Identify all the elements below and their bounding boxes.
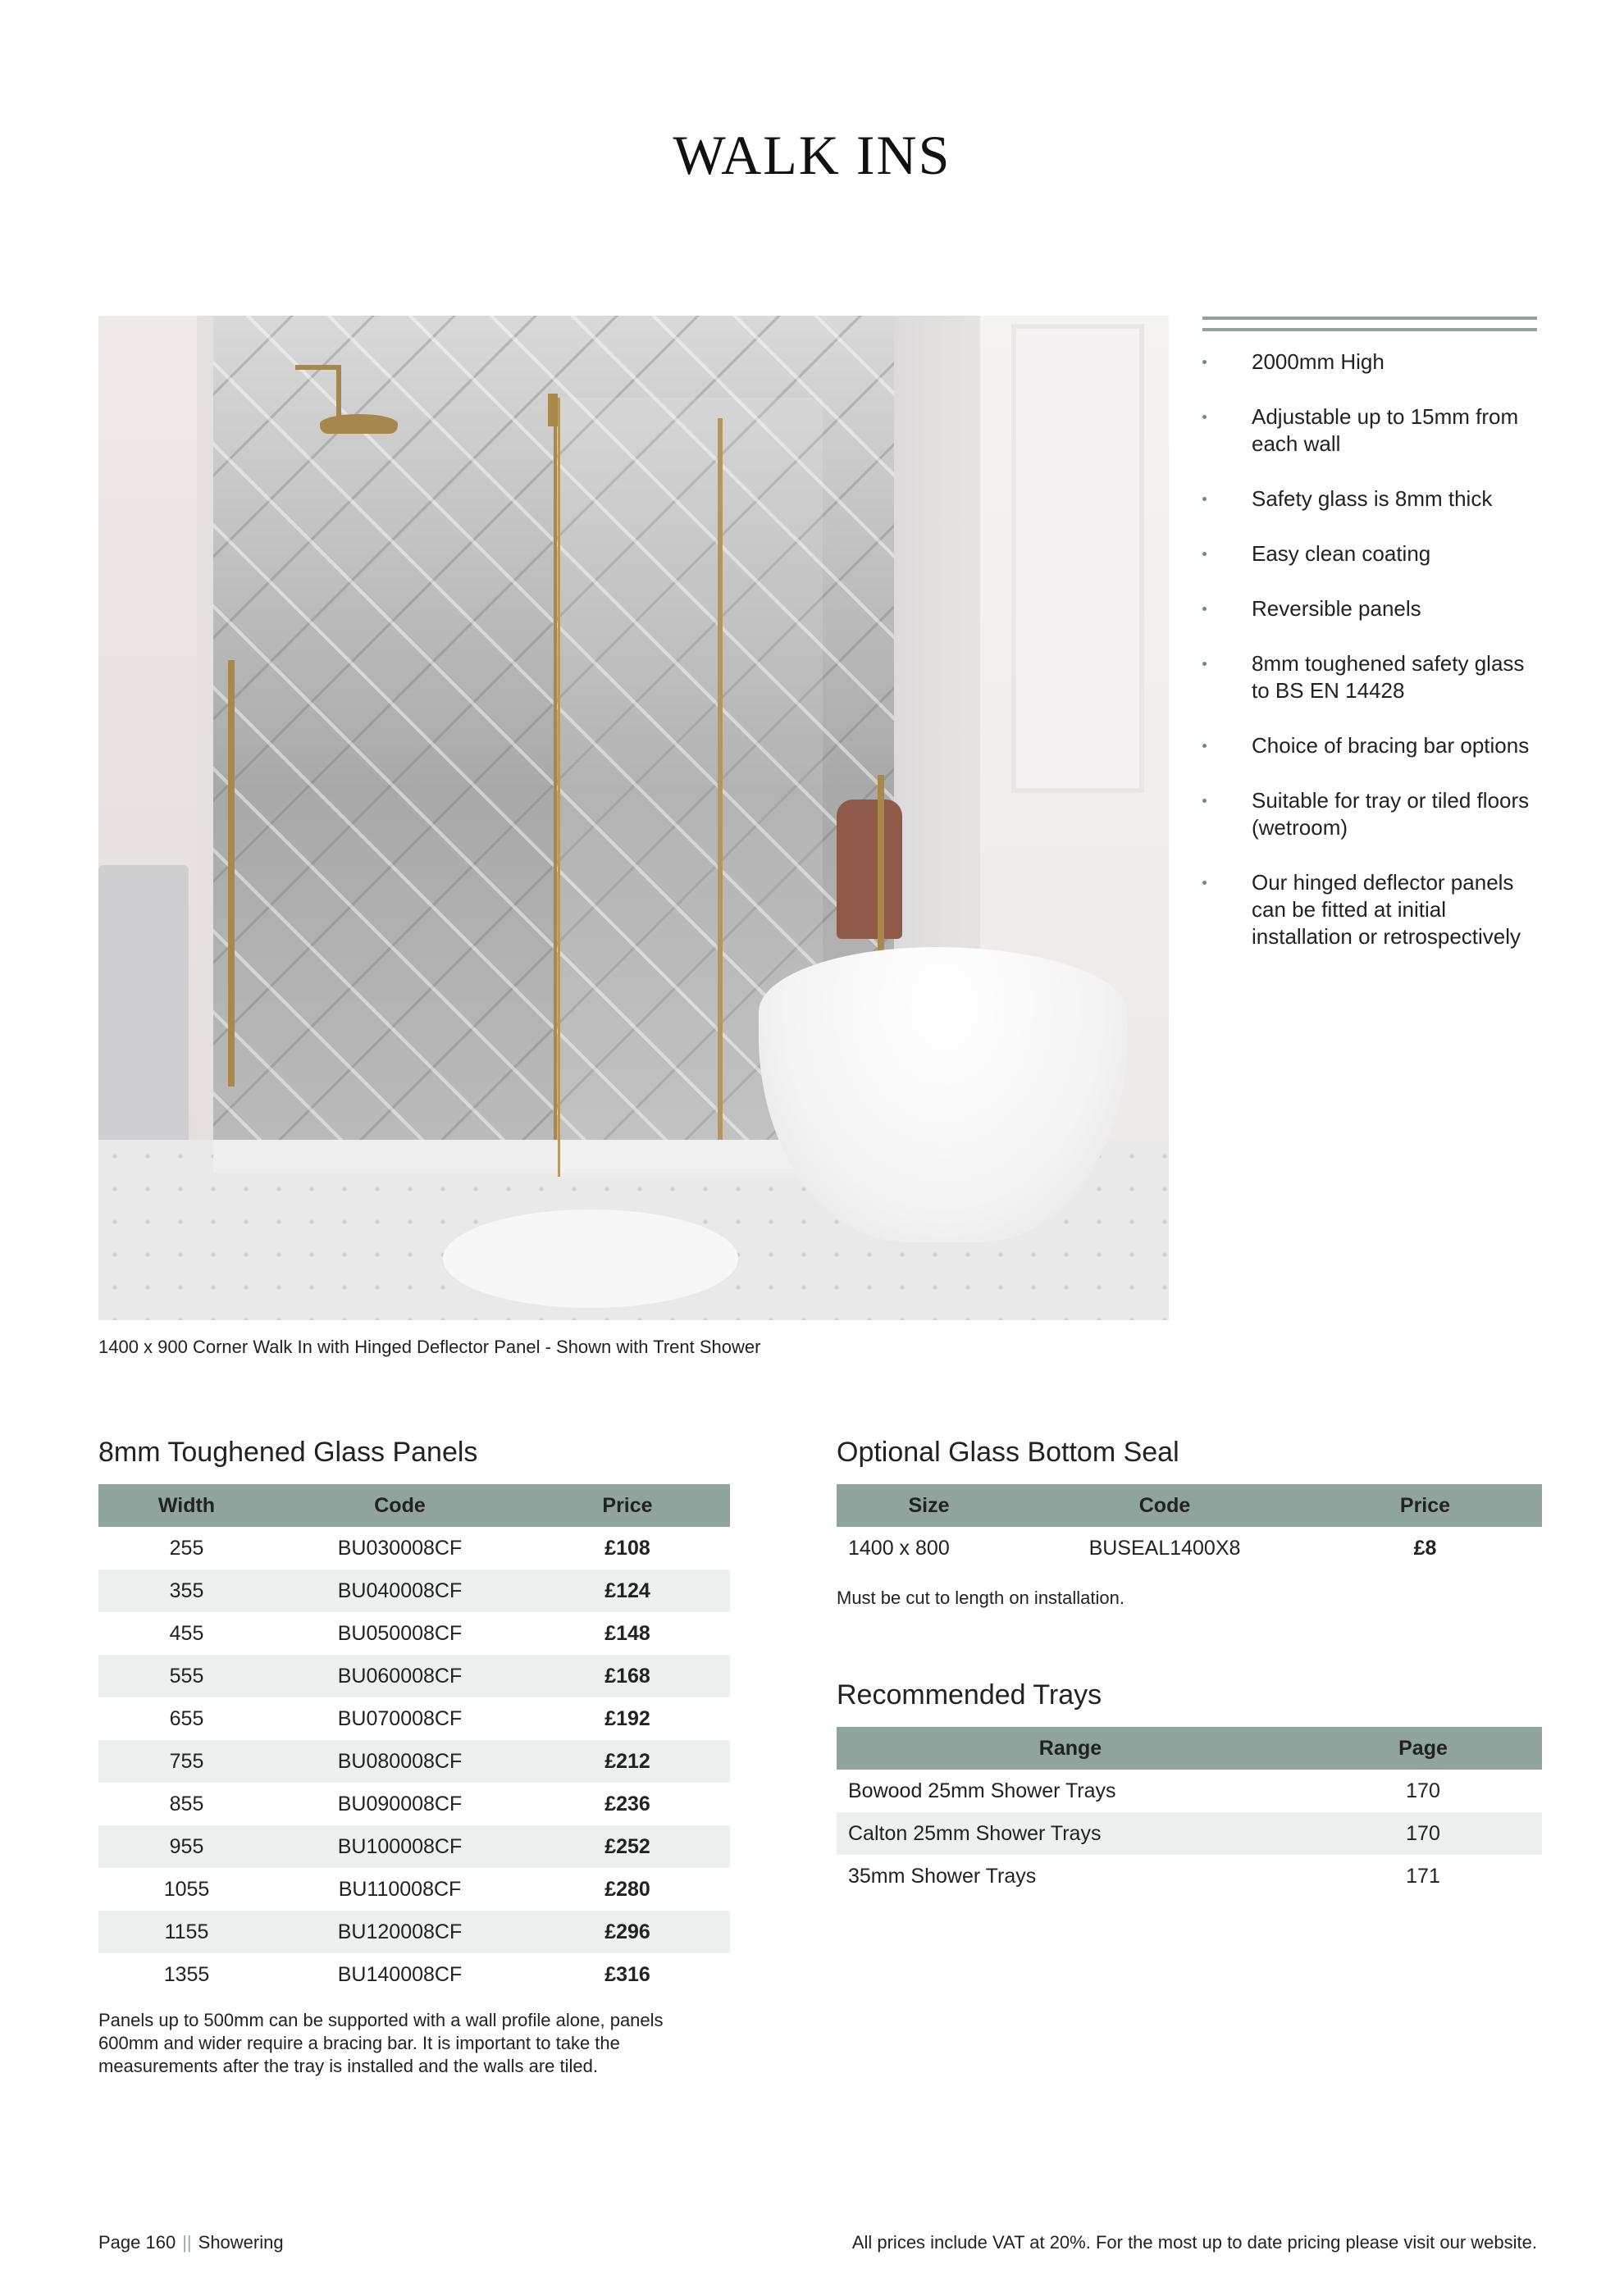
page-title: WALK INS bbox=[673, 124, 951, 186]
column-header: Code bbox=[1021, 1484, 1308, 1527]
table-row: 855 BU090008CF £236 bbox=[169, 1792, 650, 1815]
table-row: 355 BU040008CF £124 bbox=[98, 1569, 730, 1612]
image-caption: 1400 x 900 Corner Walk In with Hinged Deflector Panel - Shown with Trent Shower bbox=[98, 1337, 761, 1357]
features-list bbox=[1202, 348, 1547, 978]
table-row: 1055 BU110008CF £280 bbox=[163, 1877, 650, 1901]
feature-item: Easy clean coating bbox=[1202, 540, 1547, 567]
feature-item: Our hinged deflector panels can be fitted at initial installation or retrospectively bbox=[1202, 869, 1547, 950]
seal-note: Must be cut to length on installation. bbox=[837, 1588, 1124, 1608]
features-rule bbox=[1202, 317, 1537, 339]
table-row: Bowood 25mm Shower Trays 170 bbox=[848, 1779, 1440, 1802]
column-header: Price bbox=[525, 1484, 730, 1527]
footer-disclaimer: All prices include VAT at 20%. For the most up to date pricing please visit our website. bbox=[851, 2232, 1537, 2253]
panels-table bbox=[98, 1484, 730, 1996]
trays-table bbox=[837, 1727, 1542, 1897]
footer-separator: || bbox=[182, 2232, 192, 2253]
bullet-icon bbox=[1202, 552, 1207, 556]
feature-item: Reversible panels bbox=[1202, 595, 1547, 622]
bullet-icon bbox=[1202, 799, 1207, 803]
table-row: 1155 BU120008CF £296 bbox=[98, 1911, 730, 1953]
table-row: 35mm Shower Trays 171 bbox=[848, 1864, 1440, 1888]
trays-title: Recommended Trays bbox=[837, 1679, 1102, 1711]
bullet-icon bbox=[1202, 744, 1207, 748]
bullet-icon bbox=[1202, 360, 1207, 364]
table-row: Calton 25mm Shower Trays 170 bbox=[837, 1812, 1542, 1855]
panels-note: Panels up to 500mm can be supported with a wall profile alone, panels 600mm and wider require a bracing bar. It is important to take the measurements after the tray is installed and the walls are tiled. bbox=[98, 2010, 664, 2076]
table-row: 755 BU080008CF £212 bbox=[98, 1740, 730, 1783]
column-header: Price bbox=[1308, 1484, 1542, 1527]
seal-table bbox=[837, 1484, 1542, 1569]
page-number: Page 160 bbox=[98, 2232, 176, 2253]
column-header: Size bbox=[837, 1484, 1021, 1527]
feature-item: Choice of bracing bar options bbox=[1202, 732, 1547, 759]
bullet-icon bbox=[1202, 607, 1207, 611]
section-name: Showering bbox=[198, 2232, 284, 2253]
bullet-icon bbox=[1202, 881, 1207, 885]
table-row: 1355 BU140008CF £316 bbox=[163, 1962, 650, 1986]
feature-item: Adjustable up to 15mm from each wall bbox=[1202, 403, 1547, 458]
table-row: 555 BU060008CF £168 bbox=[98, 1655, 730, 1697]
feature-item: 2000mm High bbox=[1202, 348, 1547, 376]
table-row: 955 BU100008CF £252 bbox=[98, 1825, 730, 1868]
footer-page-info bbox=[98, 2232, 284, 2253]
feature-item: Suitable for tray or tiled floors (wetroom) bbox=[1202, 787, 1547, 841]
bullet-icon bbox=[1202, 497, 1207, 501]
table-header-row bbox=[837, 1484, 1542, 1527]
bullet-icon bbox=[1202, 662, 1207, 666]
column-header: Range bbox=[837, 1727, 1304, 1770]
bullet-icon bbox=[1202, 415, 1207, 419]
seal-title: Optional Glass Bottom Seal bbox=[837, 1437, 1179, 1468]
column-header: Page bbox=[1304, 1727, 1542, 1770]
table-header-row bbox=[98, 1484, 730, 1527]
column-header: Width bbox=[98, 1484, 275, 1527]
table-row: 455 BU050008CF £148 bbox=[169, 1621, 650, 1645]
table-row: 1400 x 800 BUSEAL1400X8 £8 bbox=[848, 1536, 1437, 1560]
feature-item: Safety glass is 8mm thick bbox=[1202, 485, 1547, 512]
feature-item: 8mm toughened safety glass to BS EN 14428 bbox=[1202, 650, 1547, 704]
table-header-row bbox=[837, 1727, 1542, 1770]
table-row: 655 BU070008CF £192 bbox=[169, 1706, 650, 1730]
column-header: Code bbox=[275, 1484, 525, 1527]
table-row: 255 BU030008CF £108 bbox=[169, 1536, 650, 1560]
panels-title: 8mm Toughened Glass Panels bbox=[98, 1437, 478, 1468]
walk-in-shower-photo bbox=[98, 316, 1169, 1320]
